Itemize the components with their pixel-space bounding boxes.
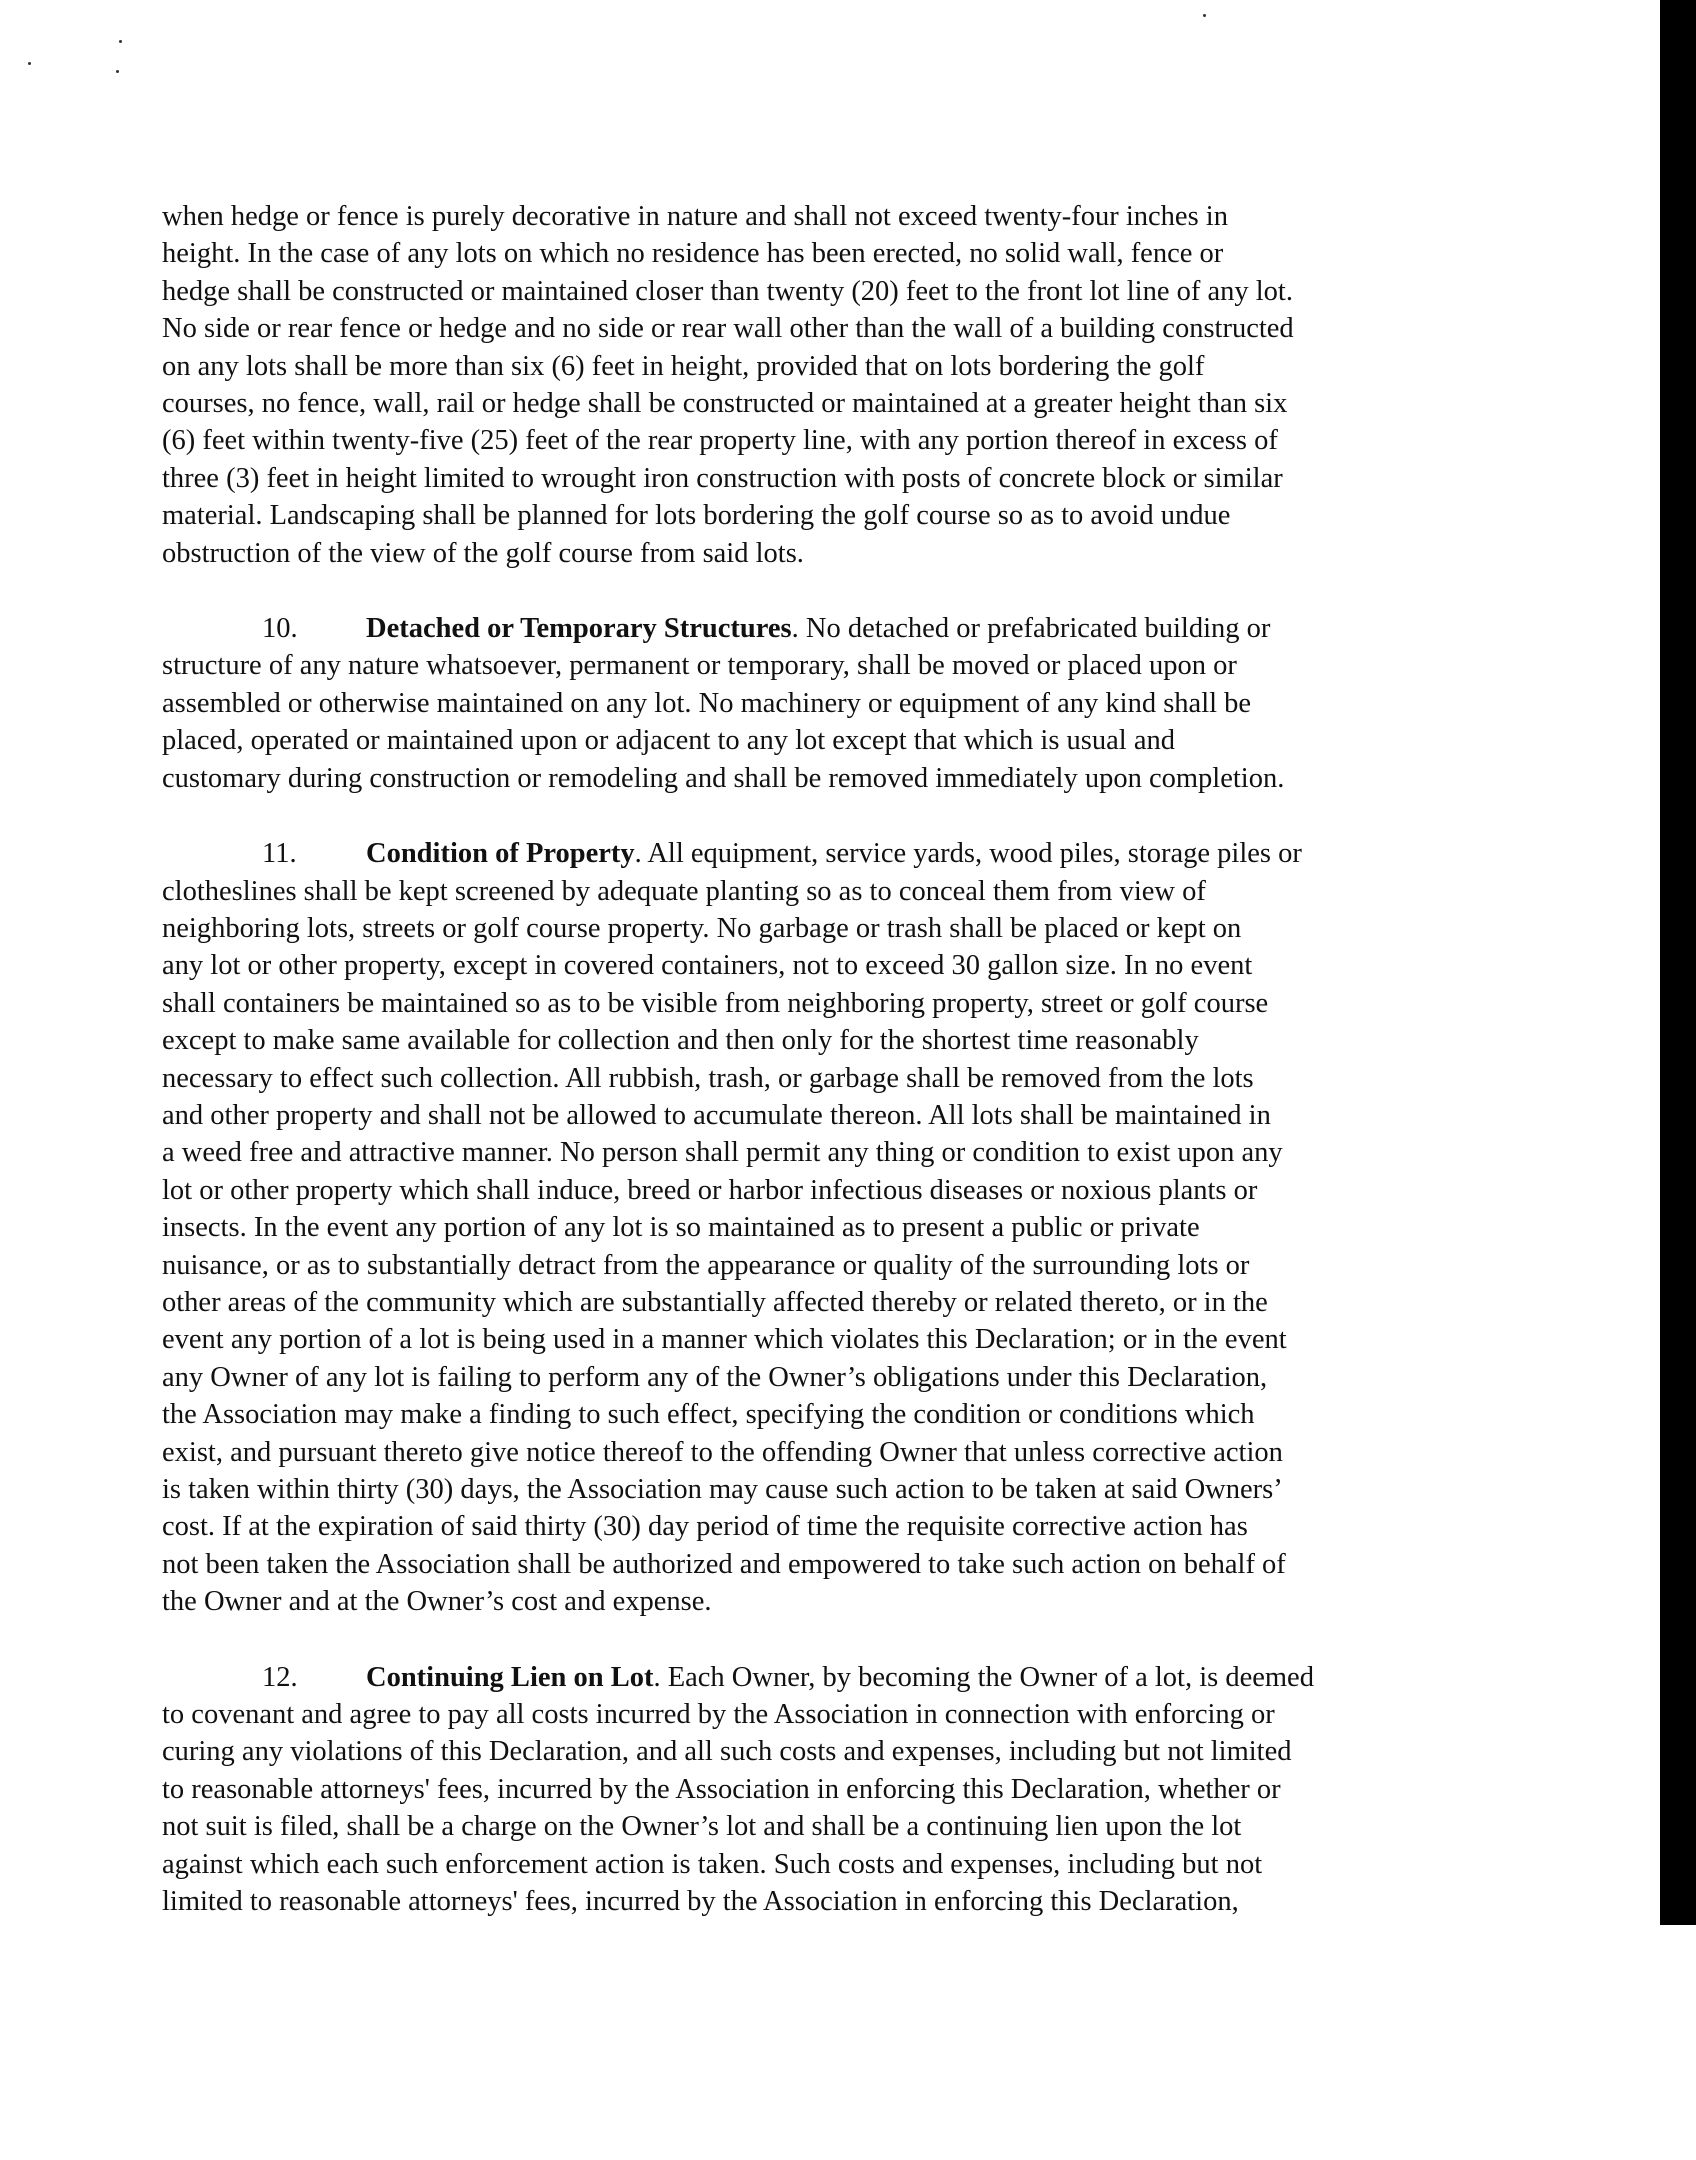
- text-line: customary during construction or remodeling and shall be removed immediately upon completion.: [162, 762, 1285, 794]
- text-line: is taken within thirty (30) days, the Association may cause such action to be taken at said Owners’: [162, 1474, 1283, 1505]
- text-line: (6) feet within twenty-five (25) feet of the rear property line, with any portion thereof in excess of: [162, 425, 1278, 457]
- scan-edge-bar: [1660, 0, 1696, 1925]
- continued-paragraph: [162, 198, 1472, 572]
- text-line: not suit is filed, shall be a charge on the Owner’s lot and shall be a continuing lien upon the lot: [162, 1811, 1242, 1843]
- text-line: lot or other property which shall induce, breed or harbor infectious diseases or noxious plants or: [162, 1174, 1258, 1206]
- text-line: nuisance, or as to substantially detract from the appearance or quality of the surrounding lots or: [162, 1249, 1250, 1281]
- section-first-line: [162, 610, 1472, 647]
- text-line: when hedge or fence is purely decorative in nature and shall not exceed twenty-four inches in: [162, 201, 1228, 232]
- section-heading: Detached or Temporary Structures: [366, 613, 792, 645]
- text-line: hedge shall be constructed or maintained closer than twenty (20) feet to the front lot line of any lot.: [162, 275, 1293, 307]
- text-line: event any portion of a lot is being used in a manner which violates this Declaration; or in the event: [162, 1324, 1287, 1356]
- text-line: neighboring lots, streets or golf course property. No garbage or trash shall be placed or kept on: [162, 912, 1242, 944]
- section-number: 10.: [262, 613, 298, 645]
- text-line: three (3) feet in height limited to wrought iron construction with posts of concrete block or similar: [162, 462, 1283, 494]
- text-line: against which each such enforcement action is taken. Such costs and expenses, including but not: [162, 1848, 1263, 1880]
- section-first-line: [162, 1659, 1472, 1696]
- section-first-line-text: . Each Owner, by becoming the Owner of a lot, is deemed: [653, 1661, 1314, 1693]
- text-line: obstruction of the view of the golf course from said lots.: [162, 537, 804, 569]
- text-line: material. Landscaping shall be planned for lots bordering the golf course so as to avoid undue: [162, 500, 1231, 532]
- section-10: [162, 610, 1472, 797]
- document-body: [162, 198, 1472, 1920]
- text-line: any Owner of any lot is failing to perform any of the Owner’s obligations under this Declaration,: [162, 1361, 1268, 1393]
- text-line: to covenant and agree to pay all costs incurred by the Association in connection with enforcing or: [162, 1699, 1275, 1731]
- scan-speck: [119, 40, 122, 43]
- text-line: except to make same available for collection and then only for the shortest time reasonably: [162, 1025, 1199, 1057]
- text-line: assembled or otherwise maintained on any lot. No machinery or equipment of any kind shall be: [162, 687, 1252, 719]
- text-line: other areas of the community which are substantially affected thereby or related thereto, or in the: [162, 1286, 1268, 1318]
- section-number: 12.: [262, 1661, 298, 1693]
- text-line: No side or rear fence or hedge and no side or rear wall other than the wall of a building constructed: [162, 313, 1294, 345]
- text-line: necessary to effect such collection. All rubbish, trash, or garbage shall be removed from the lots: [162, 1062, 1254, 1094]
- section-heading: Condition of Property: [366, 838, 635, 870]
- section-first-line: [162, 835, 1472, 872]
- text-line: height. In the case of any lots on which no residence has been erected, no solid wall, fence or: [162, 238, 1224, 270]
- text-line: a weed free and attractive manner. No person shall permit any thing or condition to exist upon any: [162, 1137, 1283, 1169]
- text-line: the Association may make a finding to such effect, specifying the condition or conditions which: [162, 1399, 1255, 1431]
- text-line: and other property and shall not be allowed to accumulate thereon. All lots shall be maintained in: [162, 1099, 1271, 1131]
- scan-speck: [1203, 14, 1206, 17]
- text-line: limited to reasonable attorneys' fees, incurred by the Association in enforcing this Declaration,: [162, 1886, 1239, 1918]
- text-line: clotheslines shall be kept screened by adequate planting so as to conceal them from view of: [162, 875, 1206, 907]
- text-line: insects. In the event any portion of any lot is so maintained as to present a public or private: [162, 1212, 1200, 1244]
- scan-speck: [116, 70, 119, 73]
- section-12: [162, 1659, 1472, 1921]
- text-line: the Owner and at the Owner’s cost and expense.: [162, 1586, 712, 1618]
- section-heading: Continuing Lien on Lot: [366, 1661, 654, 1693]
- text-line: to reasonable attorneys' fees, incurred by the Association in enforcing this Declaration, whether or: [162, 1773, 1281, 1805]
- scan-speck: [28, 62, 31, 65]
- section-first-line-text: . No detached or prefabricated building or: [791, 613, 1271, 645]
- text-line: courses, no fence, wall, rail or hedge shall be constructed or maintained at a greater height than six: [162, 388, 1288, 420]
- text-line: curing any violations of this Declaration, and all such costs and expenses, including but not limited: [162, 1736, 1292, 1768]
- text-line: on any lots shall be more than six (6) feet in height, provided that on lots bordering the golf: [162, 350, 1205, 382]
- section-first-line-text: . All equipment, service yards, wood piles, storage piles or: [634, 838, 1302, 870]
- section-11: [162, 835, 1472, 1621]
- text-line: structure of any nature whatsoever, permanent or temporary, shall be moved or placed upon or: [162, 650, 1237, 682]
- text-line: exist, and pursuant thereto give notice thereof to the offending Owner that unless corrective action: [162, 1436, 1283, 1468]
- text-line: placed, operated or maintained upon or adjacent to any lot except that which is usual and: [162, 725, 1175, 757]
- text-line: cost. If at the expiration of said thirty (30) day period of time the requisite corrective action has: [162, 1511, 1248, 1543]
- text-line: not been taken the Association shall be authorized and empowered to take such action on behalf of: [162, 1548, 1286, 1580]
- section-number: 11.: [262, 838, 297, 870]
- text-line: any lot or other property, except in covered containers, not to exceed 30 gallon size. In no event: [162, 950, 1253, 982]
- text-line: shall containers be maintained so as to be visible from neighboring property, street or golf course: [162, 987, 1269, 1019]
